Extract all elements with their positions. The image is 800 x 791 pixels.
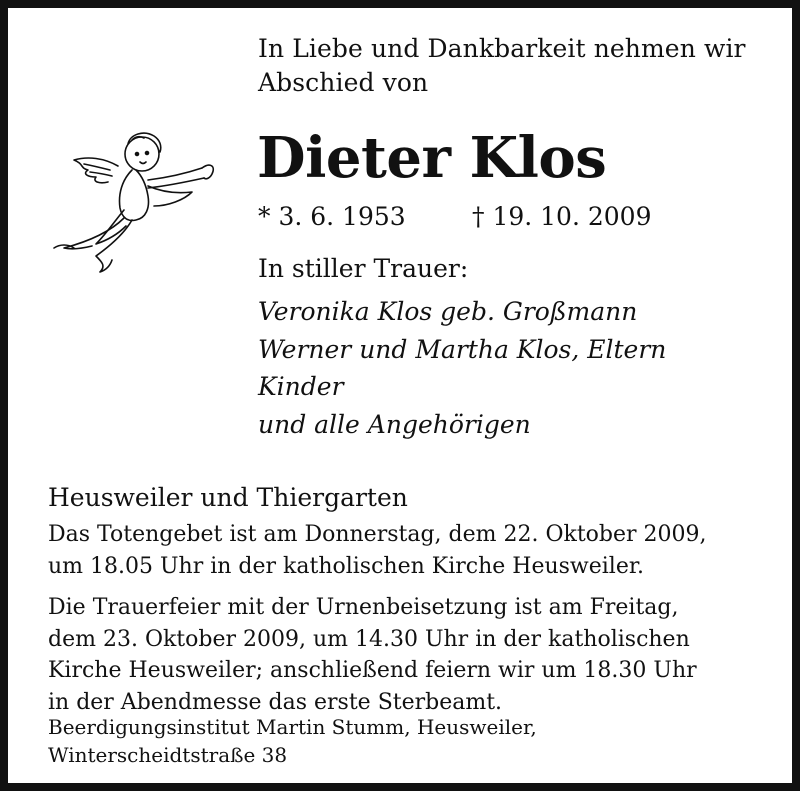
prayer-paragraph xyxy=(48,519,707,582)
ceremony-line: dem 23. Oktober 2009, um 14.30 Uhr in der katholischen xyxy=(48,626,690,652)
death-date: † 19. 10. 2009 xyxy=(472,202,652,231)
ceremony-paragraph xyxy=(48,592,697,718)
deceased-name: Dieter Klos xyxy=(257,125,607,191)
mourner-line: und alle Angehörigen xyxy=(258,409,531,439)
mourner-line: Veronika Klos geb. Großmann xyxy=(258,297,638,326)
ceremony-line: in der Abendmesse das erste Sterbeamt. xyxy=(48,689,503,715)
funeral-home-line: Beerdigungsinstitut Martin Stumm, Heusweiler, xyxy=(48,715,537,739)
intro-text xyxy=(258,32,746,100)
mourner-line: Werner und Martha Klos, Eltern xyxy=(258,334,667,364)
prayer-line: Das Totengebet ist am Donnerstag, dem 22. Oktober 2009, xyxy=(48,522,707,547)
ceremony-line: Die Trauerfeier mit der Urnenbeisetzung ist am Freitag, xyxy=(48,595,679,620)
intro-line: In Liebe und Dankbarkeit nehmen wir xyxy=(258,34,746,63)
ceremony-line: Kirche Heusweiler; anschließend feiern wir um 18.30 Uhr xyxy=(48,658,697,683)
mourners-list xyxy=(258,293,666,443)
funeral-home xyxy=(48,713,537,769)
birth-date: * 3. 6. 1953 xyxy=(258,202,406,231)
funeral-home-line: Winterscheidtstraße 38 xyxy=(48,743,288,767)
mourner-line: Kinder xyxy=(258,372,344,401)
prayer-line: um 18.05 Uhr in der katholischen Kirche Heusweiler. xyxy=(48,553,644,579)
place-heading: Heusweiler und Thiergarten xyxy=(48,483,408,512)
intro-line: Abschied von xyxy=(258,68,429,97)
mourning-heading: In stiller Trauer: xyxy=(258,254,469,283)
life-dates xyxy=(258,201,652,233)
cherub-illustration xyxy=(44,122,224,282)
